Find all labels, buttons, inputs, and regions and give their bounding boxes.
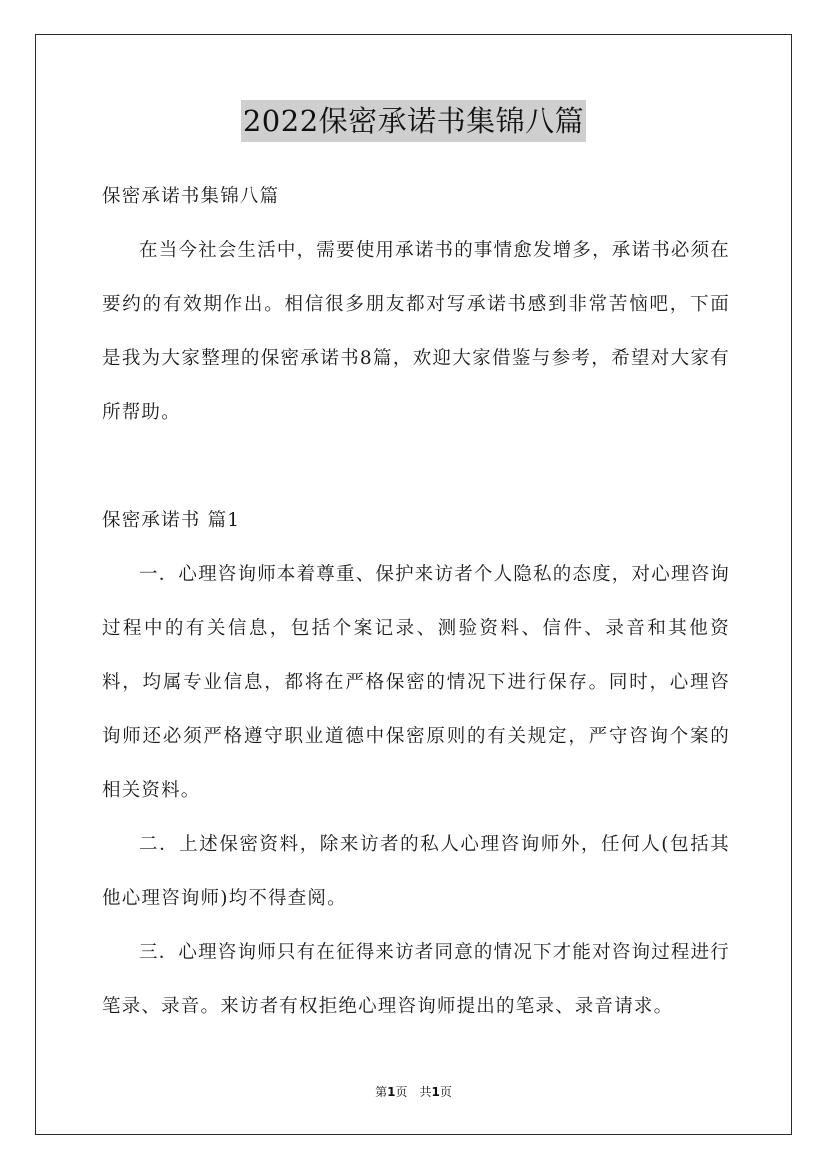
section-heading: 保密承诺书 篇1 — [102, 510, 241, 531]
footer-total-pages: 1 — [431, 1085, 440, 1099]
intro-paragraph: 在当今社会生活中，需要使用承诺书的事情愈发增多，承诺书必须在要约的有效期作出。相信很多朋友都对写承诺书感到非常苦恼吧，下面是我为大家整理的保密承诺书8篇，欢迎大家借鉴与参考，希望对大家有所帮助。 — [102, 240, 731, 423]
paragraph-3: 三．心理咨询师只有在征得来访者同意的情况下才能对咨询过程进行笔录、录音。来访者有权拒绝心理咨询师提出的笔录、录音请求。 — [102, 942, 731, 1017]
footer-prefix: 第 — [375, 1085, 388, 1099]
page-footer — [0, 1083, 827, 1100]
footer-page-number: 1 — [387, 1085, 396, 1099]
title-container — [0, 100, 827, 142]
footer-middle: 页 共 — [395, 1085, 432, 1099]
document-title: 2022保密承诺书集锦八篇 — [241, 100, 586, 142]
paragraph-1: 一．心理咨询师本着尊重、保护来访者个人隐私的态度，对心理咨询过程中的有关信息，包括个案记录、测验资料、信件、录音和其他资料，均属专业信息，都将在严格保密的情况下进行保存。同时，心理咨询师还必须严格遵守职业道德中保密原则的有关规定，严守咨询个案的相关资料。 — [102, 564, 731, 801]
footer-suffix: 页 — [439, 1085, 452, 1099]
document-subtitle: 保密承诺书集锦八篇 — [102, 186, 280, 207]
section-spacer — [102, 440, 730, 494]
paragraph-2: 二．上述保密资料，除来访者的私人心理咨询师外，任何人(包括其他心理咨询师)均不得查阅。 — [102, 834, 730, 909]
document-body — [102, 170, 730, 1034]
